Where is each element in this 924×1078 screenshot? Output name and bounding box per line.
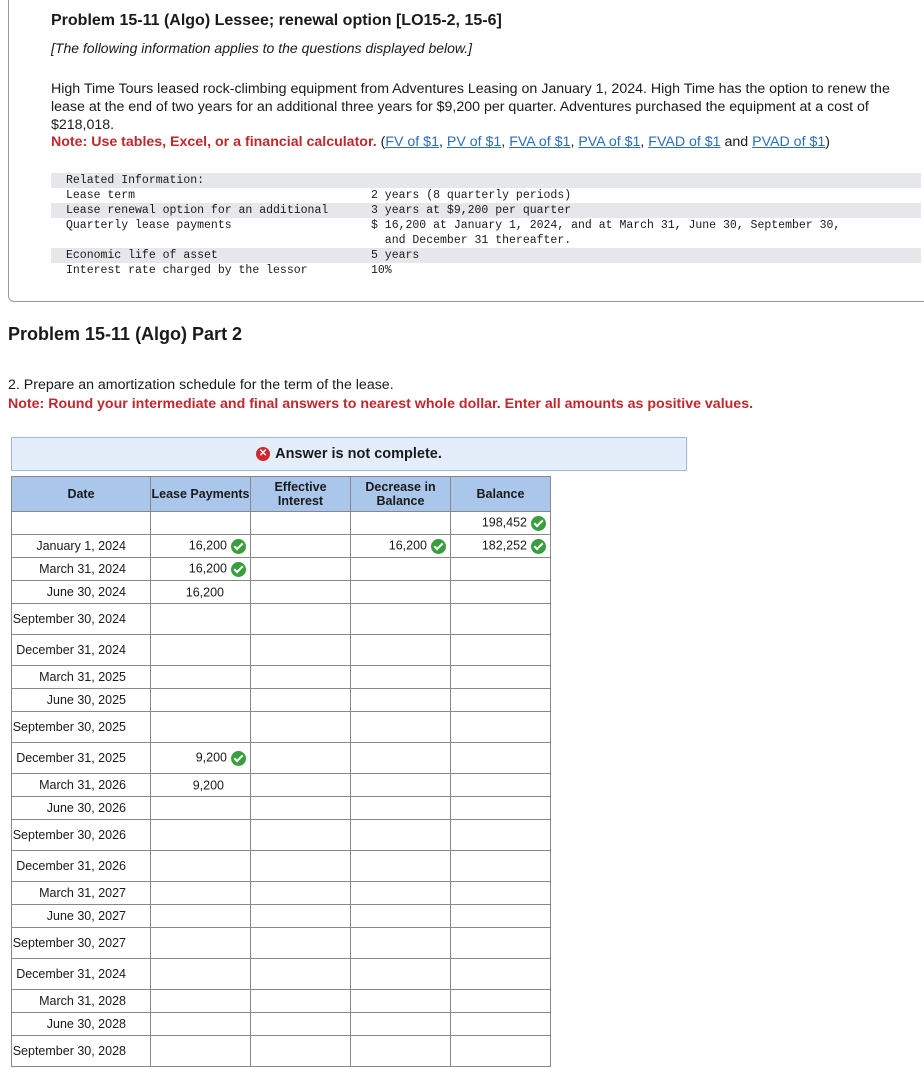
date-cell: March 31, 2026 xyxy=(12,774,151,797)
lease-payment-input[interactable] xyxy=(151,1036,251,1067)
balance-input[interactable] xyxy=(451,797,551,820)
effective-interest-input[interactable] xyxy=(251,666,351,689)
table-row xyxy=(12,905,551,928)
date-cell: December 31, 2024 xyxy=(12,959,151,990)
effective-interest-input[interactable] xyxy=(251,882,351,905)
balance-input[interactable] xyxy=(451,512,551,535)
lease-payment-input[interactable] xyxy=(151,712,251,743)
lease-payment-input[interactable] xyxy=(151,604,251,635)
problem-title: Problem 15-11 (Algo) Lessee; renewal option [LO15-2, 15-6] xyxy=(51,12,502,29)
effective-interest-input[interactable] xyxy=(251,512,351,535)
balance-input[interactable] xyxy=(451,604,551,635)
cell-value: 16,200 xyxy=(188,539,227,554)
balance-input[interactable] xyxy=(451,882,551,905)
decrease-balance-input[interactable] xyxy=(351,581,451,604)
lease-payment-input[interactable] xyxy=(151,743,251,774)
answer-status-banner xyxy=(11,437,687,471)
header-balance: Balance xyxy=(451,477,551,512)
effective-interest-input[interactable] xyxy=(251,990,351,1013)
fva-link[interactable]: FVA of $1 xyxy=(509,134,571,150)
balance-input[interactable] xyxy=(451,1036,551,1067)
date-cell: June 30, 2027 xyxy=(12,905,151,928)
rounding-instruction: Note: Round your intermediate and final answers to nearest whole dollar. Enter all amounts as positive values. xyxy=(8,396,754,412)
effective-interest-input[interactable] xyxy=(251,1013,351,1036)
lease-payment-input[interactable] xyxy=(151,512,251,535)
lease-payment-input[interactable] xyxy=(151,820,251,851)
lease-payment-input[interactable] xyxy=(151,905,251,928)
decrease-balance-input[interactable] xyxy=(351,959,451,990)
table-row xyxy=(12,797,551,820)
effective-interest-input[interactable] xyxy=(251,905,351,928)
balance-input[interactable] xyxy=(451,535,551,558)
related-label: Economic life of asset xyxy=(66,249,218,262)
balance-input[interactable] xyxy=(451,689,551,712)
table-row xyxy=(12,851,551,882)
balance-input[interactable] xyxy=(451,558,551,581)
lease-payment-input[interactable] xyxy=(151,689,251,712)
decrease-balance-input[interactable] xyxy=(351,512,451,535)
part-title: Problem 15-11 (Algo) Part 2 xyxy=(8,324,243,344)
effective-interest-input[interactable] xyxy=(251,820,351,851)
lease-payment-input[interactable] xyxy=(151,774,251,797)
table-row xyxy=(12,604,551,635)
cell-value: 182,252 xyxy=(481,539,527,554)
effective-interest-input[interactable] xyxy=(251,1036,351,1067)
effective-interest-input[interactable] xyxy=(251,743,351,774)
pv-link[interactable]: PV of $1 xyxy=(446,134,502,150)
table-row xyxy=(12,689,551,712)
pva-link[interactable]: PVA of $1 xyxy=(578,134,641,150)
related-value: 5 years xyxy=(371,249,420,262)
lease-payment-input[interactable] xyxy=(151,535,251,558)
related-heading: Related Information: xyxy=(66,174,205,187)
balance-input[interactable] xyxy=(451,666,551,689)
balance-input[interactable] xyxy=(451,1013,551,1036)
cell-value: 16,200 xyxy=(185,585,224,600)
effective-interest-input[interactable] xyxy=(251,712,351,743)
correct-check-icon xyxy=(231,751,246,766)
effective-interest-input[interactable] xyxy=(251,928,351,959)
pvad-link[interactable]: PVAD of $1 xyxy=(752,134,826,150)
date-cell: June 30, 2026 xyxy=(12,797,151,820)
date-cell xyxy=(12,512,151,535)
lease-payment-input[interactable] xyxy=(151,558,251,581)
decrease-balance-input[interactable] xyxy=(351,820,451,851)
decrease-balance-input[interactable] xyxy=(351,990,451,1013)
lease-payment-input[interactable] xyxy=(151,666,251,689)
decrease-balance-input[interactable] xyxy=(351,797,451,820)
table-row xyxy=(12,558,551,581)
cell-value: 9,200 xyxy=(195,751,227,766)
related-label: Interest rate charged by the lessor xyxy=(66,264,308,277)
effective-interest-input[interactable] xyxy=(251,604,351,635)
correct-check-icon xyxy=(531,516,546,531)
date-cell: March 31, 2027 xyxy=(12,882,151,905)
answer-status-text: Answer is not complete. xyxy=(275,446,442,462)
balance-input[interactable] xyxy=(451,635,551,666)
related-value: $ 16,200 at January 1, 2024, and at March 31, June 30, September 30, xyxy=(371,219,841,232)
table-row xyxy=(12,743,551,774)
header-payments: Lease Payments xyxy=(151,477,251,512)
decrease-balance-input[interactable] xyxy=(351,905,451,928)
effective-interest-input[interactable] xyxy=(251,774,351,797)
date-cell: June 30, 2024 xyxy=(12,581,151,604)
date-cell: September 30, 2028 xyxy=(12,1036,151,1067)
table-row xyxy=(12,581,551,604)
effective-interest-input[interactable] xyxy=(251,581,351,604)
balance-input[interactable] xyxy=(451,820,551,851)
decrease-balance-input[interactable] xyxy=(351,604,451,635)
related-information xyxy=(51,173,921,278)
table-row xyxy=(12,1036,551,1067)
table-row xyxy=(12,666,551,689)
date-cell: September 30, 2024 xyxy=(12,604,151,635)
balance-input[interactable] xyxy=(451,905,551,928)
correct-check-icon xyxy=(231,539,246,554)
table-row xyxy=(12,882,551,905)
lease-payment-input[interactable] xyxy=(151,882,251,905)
decrease-balance-input[interactable] xyxy=(351,743,451,774)
table-row xyxy=(12,990,551,1013)
date-cell: January 1, 2024 xyxy=(12,535,151,558)
table-row xyxy=(12,635,551,666)
decrease-balance-input[interactable] xyxy=(351,689,451,712)
table-row xyxy=(12,512,551,535)
effective-interest-input[interactable] xyxy=(251,635,351,666)
decrease-balance-input[interactable] xyxy=(351,666,451,689)
decrease-balance-input[interactable] xyxy=(351,851,451,882)
balance-input[interactable] xyxy=(451,990,551,1013)
lease-payment-input[interactable] xyxy=(151,851,251,882)
balance-input[interactable] xyxy=(451,712,551,743)
lease-payment-input[interactable] xyxy=(151,959,251,990)
date-cell: December 31, 2025 xyxy=(12,743,151,774)
cell-value: 198,452 xyxy=(481,516,527,531)
correct-check-icon xyxy=(431,539,446,554)
problem-intro: High Time Tours leased rock-climbing equipment from Adventures Leasing on January 1, 2024. High Time has the option to renew the lease at the end of two years for an additional three years for $9,200 per quarter. Adventures purchased the equipment at a cost of $218,018. xyxy=(51,81,890,133)
and-text: and xyxy=(724,134,749,150)
decrease-balance-input[interactable] xyxy=(351,712,451,743)
cell-value: 9,200 xyxy=(192,778,224,793)
decrease-balance-input[interactable] xyxy=(351,535,451,558)
lease-payment-input[interactable] xyxy=(151,928,251,959)
date-cell: March 31, 2024 xyxy=(12,558,151,581)
header-decrease: Decrease in Balance xyxy=(351,477,451,512)
effective-interest-input[interactable] xyxy=(251,558,351,581)
related-label: Lease term xyxy=(66,189,136,202)
date-cell: June 30, 2028 xyxy=(12,1013,151,1036)
correct-check-icon xyxy=(231,562,246,577)
amortization-table xyxy=(11,476,551,1067)
tables-note-label: Note: Use tables, Excel, or a financial calculator. xyxy=(51,134,377,150)
header-interest: Effective Interest xyxy=(251,477,351,512)
lease-payment-input[interactable] xyxy=(151,990,251,1013)
table-row xyxy=(12,712,551,743)
effective-interest-input[interactable] xyxy=(251,851,351,882)
table-row xyxy=(12,535,551,558)
fv-link[interactable]: FV of $1 xyxy=(385,134,439,150)
table-row xyxy=(12,820,551,851)
decrease-balance-input[interactable] xyxy=(351,1036,451,1067)
related-value: and December 31 thereafter. xyxy=(371,234,572,247)
related-value: 2 years (8 quarterly periods) xyxy=(371,189,572,202)
decrease-balance-input[interactable] xyxy=(351,928,451,959)
lease-payment-input[interactable] xyxy=(151,581,251,604)
decrease-balance-input[interactable] xyxy=(351,635,451,666)
table-row xyxy=(12,928,551,959)
lease-payment-input[interactable] xyxy=(151,635,251,666)
balance-input[interactable] xyxy=(451,851,551,882)
date-cell: September 30, 2027 xyxy=(12,928,151,959)
date-cell: December 31, 2024 xyxy=(12,635,151,666)
date-cell: March 31, 2025 xyxy=(12,666,151,689)
decrease-balance-input[interactable] xyxy=(351,882,451,905)
lease-payment-input[interactable] xyxy=(151,1013,251,1036)
tables-note: Note: Use tables, Excel, or a financial calculator. (FV of $1, PV of $1, FVA of $1, PVA of $1, FVAD of $1 and PVAD of $1) xyxy=(51,134,830,150)
related-value: 3 years at $9,200 per quarter xyxy=(371,204,572,217)
balance-input[interactable] xyxy=(451,928,551,959)
related-label: Lease renewal option for an additional xyxy=(66,204,329,217)
table-row xyxy=(12,1013,551,1036)
decrease-balance-input[interactable] xyxy=(351,1013,451,1036)
balance-input[interactable] xyxy=(451,581,551,604)
cell-value: 16,200 xyxy=(388,539,427,554)
related-label: Quarterly lease payments xyxy=(66,219,232,232)
cell-value: 16,200 xyxy=(188,562,227,577)
table-row xyxy=(12,959,551,990)
lease-payment-input[interactable] xyxy=(151,797,251,820)
decrease-balance-input[interactable] xyxy=(351,558,451,581)
balance-input[interactable] xyxy=(451,743,551,774)
problem-subtitle: [The following information applies to the questions displayed below.] xyxy=(51,40,473,56)
effective-interest-input[interactable] xyxy=(251,535,351,558)
date-cell: September 30, 2025 xyxy=(12,712,151,743)
related-value: 10% xyxy=(371,264,392,277)
table-row xyxy=(12,774,551,797)
date-cell: December 31, 2026 xyxy=(12,851,151,882)
date-cell: June 30, 2025 xyxy=(12,689,151,712)
effective-interest-input[interactable] xyxy=(251,689,351,712)
correct-check-icon xyxy=(531,539,546,554)
effective-interest-input[interactable] xyxy=(251,797,351,820)
incorrect-x-icon: ✕ xyxy=(256,447,270,461)
header-date: Date xyxy=(12,477,151,512)
balance-input[interactable] xyxy=(451,959,551,990)
effective-interest-input[interactable] xyxy=(251,959,351,990)
question-text: 2. Prepare an amortization schedule for the term of the lease. xyxy=(8,377,394,393)
decrease-balance-input[interactable] xyxy=(351,774,451,797)
balance-input[interactable] xyxy=(451,774,551,797)
date-cell: September 30, 2026 xyxy=(12,820,151,851)
date-cell: March 31, 2028 xyxy=(12,990,151,1013)
fvad-link[interactable]: FVAD of $1 xyxy=(648,134,721,150)
